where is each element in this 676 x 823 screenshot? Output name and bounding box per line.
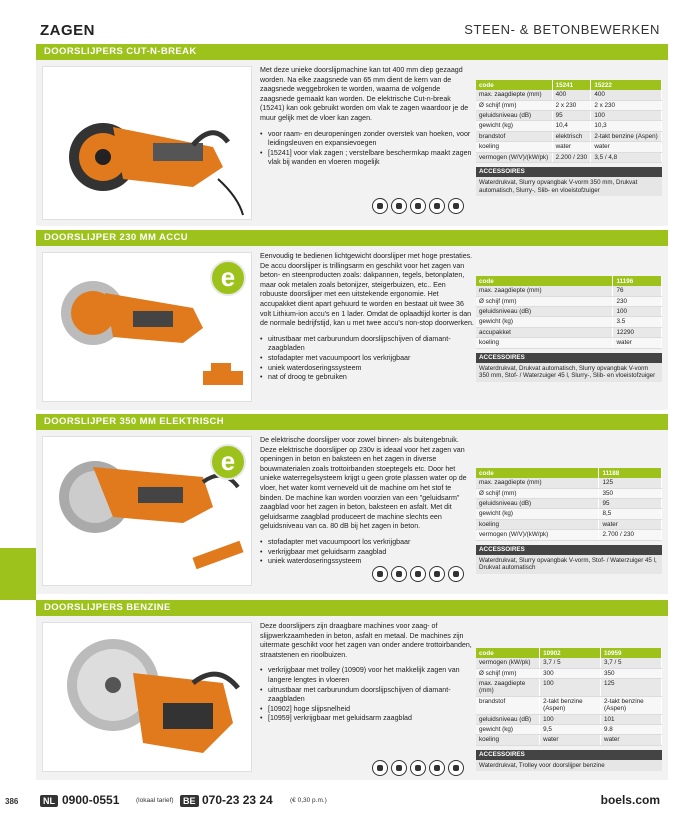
safety-shoes-icon: [372, 566, 388, 582]
table-row: max. zaagdiepte (mm) 400 400: [476, 90, 662, 100]
table-row: Ø schijf (mm) 300 350: [476, 668, 662, 678]
description-text: Met deze unieke doorslijpmachine kan tot 400 mm diep gezaagd worden. Na elke zaagsnede van 65 mm dient de kern van de zaagsnede weggebroken te worden, waarna de volgende zaagsnede gemaakt kan worden. De elektrische Cut-n-break (15241) kan ook gebruikt worden om vlak te zagen waardoor je de muur gelijk met de vloer kan zagen.: [260, 66, 469, 122]
feature-item: • [15241] voor vlak zagen ; verstelbare beschermkap maakt zagen vlak bij wanden en vloeren mogelijk: [260, 149, 474, 168]
table-row: Ø schijf (mm) 230: [476, 296, 662, 306]
product-image: [42, 66, 252, 220]
table-header: 15222: [591, 80, 662, 90]
accessories-text: Waterdrukvat, Slurry opvangbak V-vorm 350 mm, Drukvat automatisch, Slurry-, Slib- en vloeistofzuiger: [476, 177, 662, 196]
feature-item: • uitrustbaar met carburundum doorslijpschijven of diamant-zaagbladen: [260, 686, 474, 705]
chapter-title: STEEN- & BETONBEWERKEN: [464, 22, 660, 37]
gloves-icon: [391, 760, 407, 776]
table-header: code: [476, 80, 552, 90]
feature-list: [260, 666, 474, 724]
table-row: vermogen (kW/pk) 3,7 / 5 3,7 / 5: [476, 658, 662, 668]
nl-phone-number[interactable]: 0900-0551: [62, 793, 120, 807]
page-header: [40, 20, 668, 42]
table-row: geluidsniveau (dB) 100: [476, 306, 662, 316]
safety-icons: [372, 566, 464, 582]
page-number: 386: [5, 797, 19, 806]
feature-item: • nat of droog te gebruiken: [260, 373, 474, 383]
product-image: [42, 622, 252, 772]
product-description: [260, 622, 474, 724]
be-rate-note: (€ 0,30 p.m.): [290, 797, 327, 804]
safety-shoes-icon: [372, 760, 388, 776]
accessories-heading: ACCESSOIRES: [476, 353, 662, 363]
electric-badge: e: [210, 260, 246, 296]
feature-list: [260, 538, 474, 567]
table-row: geluidsniveau (dB) 95: [476, 498, 662, 508]
table-row: koeling water: [476, 338, 662, 348]
table-header: code: [476, 276, 613, 286]
description-text: De elektrische doorslijper voor zowel binnen- als buitengebruik. Deze elektrische doorslijper op 230v is ideaal voor het zagen van openingen in beton en baksteen en het zagen in diverse bouwmaterialen zoals trottoirbanden stoeptegels etc. Door het unieke waterregelsysteem krijgt u geen grote plassen water op de vloer, het water komt verneveld uit de machine om het stof te binden. De machine kan worden voorzien van een "geluidsarm" zaagblad voor het zagen in beton, baksteen en asfalt. Met dit geluidsarme zaagblad produceert de machine slechts een geluidsniveau van ca. 80 dB bij het zagen in beton.: [260, 436, 467, 531]
spec-table: [476, 648, 662, 771]
be-phone-number[interactable]: 070-23 23 24: [202, 793, 273, 807]
accessories-heading: ACCESSOIRES: [476, 167, 662, 177]
feature-item: • uitrustbaar met carburundum doorslijpschijven of diamant-zaagbladen: [260, 335, 474, 354]
category-title: ZAGEN: [40, 22, 95, 39]
hearing-protection-icon: [410, 198, 426, 214]
table-row: gewicht (kg) 10,4 10,3: [476, 121, 662, 131]
page-footer: [40, 792, 668, 810]
product-section-350-elektrisch: [36, 414, 668, 594]
product-section-cut-n-break: [36, 44, 668, 226]
accessories-heading: ACCESSOIRES: [476, 750, 662, 760]
description-text: Eenvoudig te bedienen lichtgewicht doorslijper met hoge prestaties. De accu doorslijper is trillingsarm en geschikt voor het zagen van beton- en steenproducten zoals: dakpannen, tegels, betonplaten, maar ook metalen zoals betonijzer, steigerbuizen, etc.. Een robuuste doorslijper met een uitstekende ergonomie. Het accupakket dient apart gehuurd te worden en bestaat uit twee 36 volt Lithium-ion accu's en 1 lader. Omdat de oplaadtijd korter is dan de normale bedrijfstijd, kan u met twee accu's non-stop doorwerken.: [260, 252, 474, 328]
spec-table: [476, 468, 662, 574]
table-row: max. zaagdiepte (mm) 100 125: [476, 678, 662, 696]
description-text: Deze doorslijpers zijn draagbare machines voor zaag- of slijpwerkzaamheden in beton, asfalt en metaal. De machines zijn uitermate geschikt voor het zagen van onder andere trottoirbanden, straatstenen en rioolbuizen.: [260, 622, 472, 659]
product-description: [260, 436, 474, 567]
table-row: geluidsniveau (dB) 100 101: [476, 714, 662, 724]
feature-item: • uniek waterdoseringssysteem: [260, 557, 474, 567]
feature-item: • [10959] verkrijgbaar met geluidsarm zaagblad: [260, 714, 474, 724]
electric-badge: e: [210, 444, 246, 480]
feature-list: [260, 335, 474, 383]
accessories-heading: ACCESSOIRES: [476, 545, 662, 555]
section-title-bar: [36, 414, 668, 430]
table-row: max. zaagdiepte (mm) 125: [476, 478, 662, 488]
accessories-text: Waterdrukvat, Slurry opvangbak V-vorm, Stof- / Waterzuiger 45 l, Drukvat automatisch: [476, 555, 662, 574]
be-country-label: BE: [180, 795, 199, 807]
feature-item: • verkrijgbaar met geluidsarm zaagblad: [260, 548, 474, 558]
table-row: koeling water water: [476, 142, 662, 152]
feature-item: • verkrijgbaar met trolley (10909) voor het makkelijk zagen van langere lengtes in vloeren: [260, 666, 474, 685]
goggles-icon: [448, 760, 464, 776]
table-row: brandstof elektrisch 2-takt benzine (Aspen): [476, 131, 662, 141]
website-link[interactable]: boels.com: [600, 793, 660, 807]
table-header: 11196: [613, 276, 662, 286]
table-header: 11188: [599, 468, 662, 478]
product-description: [260, 252, 474, 383]
safety-shoes-icon: [372, 198, 388, 214]
spec-table: [476, 276, 662, 382]
hearing-protection-icon: [410, 760, 426, 776]
goggles-icon: [448, 566, 464, 582]
feature-item: • uniek waterdoseringssysteem: [260, 364, 474, 374]
feature-list: [260, 130, 474, 168]
accessories-text: Waterdrukvat, Drukvat automatisch, Slurry opvangbak V-vorm 350 mm, Stof- / Waterzuiger 45 l, Slurry-, Slib- en vloeistofzuiger: [476, 363, 662, 382]
table-row: gewicht (kg) 9,5 9.8: [476, 724, 662, 734]
table-row: Ø schijf (mm) 2 x 230 2 x 230: [476, 100, 662, 110]
table-row: accupakket 12290: [476, 327, 662, 337]
section-title-bar: [36, 600, 668, 616]
table-row: gewicht (kg) 8,5: [476, 509, 662, 519]
table-row: gewicht (kg) 3.5: [476, 317, 662, 327]
table-header: 10959: [601, 648, 662, 658]
section-title: DOORSLIJPERS CUT-N-BREAK: [44, 46, 197, 57]
gloves-icon: [391, 198, 407, 214]
product-description: [260, 66, 474, 168]
table-row: max. zaagdiepte (mm) 76: [476, 286, 662, 296]
table-header: code: [476, 648, 540, 658]
safety-icons: [372, 198, 464, 214]
table-row: koeling water water: [476, 735, 662, 745]
dust-mask-icon: [429, 760, 445, 776]
table-row: geluidsniveau (dB) 95 100: [476, 110, 662, 120]
accessories-text: Waterdrukvat, Trolley voor doorslijper benzine: [476, 760, 662, 772]
safety-icons: [372, 760, 464, 776]
section-title: DOORSLIJPER 230 MM ACCU: [44, 232, 188, 243]
hearing-protection-icon: [410, 566, 426, 582]
nl-rate-note: (lokaal tarief): [136, 797, 174, 804]
table-row: vermogen (W/V)/(kW/pk) 2.200 / 230 3,5 / 4,8: [476, 152, 662, 162]
section-title: DOORSLIJPER 350 MM ELEKTRISCH: [44, 416, 224, 427]
gloves-icon: [391, 566, 407, 582]
table-row: Ø schijf (mm) 350: [476, 488, 662, 498]
feature-item: • stofadapter met vacuumpoort los verkrijgbaar: [260, 538, 474, 548]
dust-mask-icon: [429, 566, 445, 582]
spec-table: [476, 80, 662, 196]
section-title: DOORSLIJPERS BENZINE: [44, 602, 171, 613]
dust-mask-icon: [429, 198, 445, 214]
table-row: koeling water: [476, 519, 662, 529]
nl-country-label: NL: [40, 795, 58, 807]
product-section-benzine: [36, 600, 668, 780]
table-header: code: [476, 468, 599, 478]
table-header: 15241: [552, 80, 591, 90]
table-row: vermogen (W/V)/(kW/pk) 2.700 / 230: [476, 530, 662, 540]
goggles-icon: [448, 198, 464, 214]
feature-item: • voor raam- en deuropeningen zonder overstek van hoeken, voor leidingsleuven en expansievoegen: [260, 130, 474, 149]
section-title-bar: [36, 44, 668, 60]
product-section-accu: [36, 230, 668, 410]
side-tab-marker: [0, 548, 36, 600]
table-header: 10902: [540, 648, 601, 658]
feature-item: • [10902] hoge slijpsnelheid: [260, 705, 474, 715]
feature-item: • stofadapter met vacuumpoort los verkrijgbaar: [260, 354, 474, 364]
table-row: brandstof 2-takt benzine (Aspen) 2-takt benzine (Aspen): [476, 696, 662, 714]
section-title-bar: [36, 230, 668, 246]
